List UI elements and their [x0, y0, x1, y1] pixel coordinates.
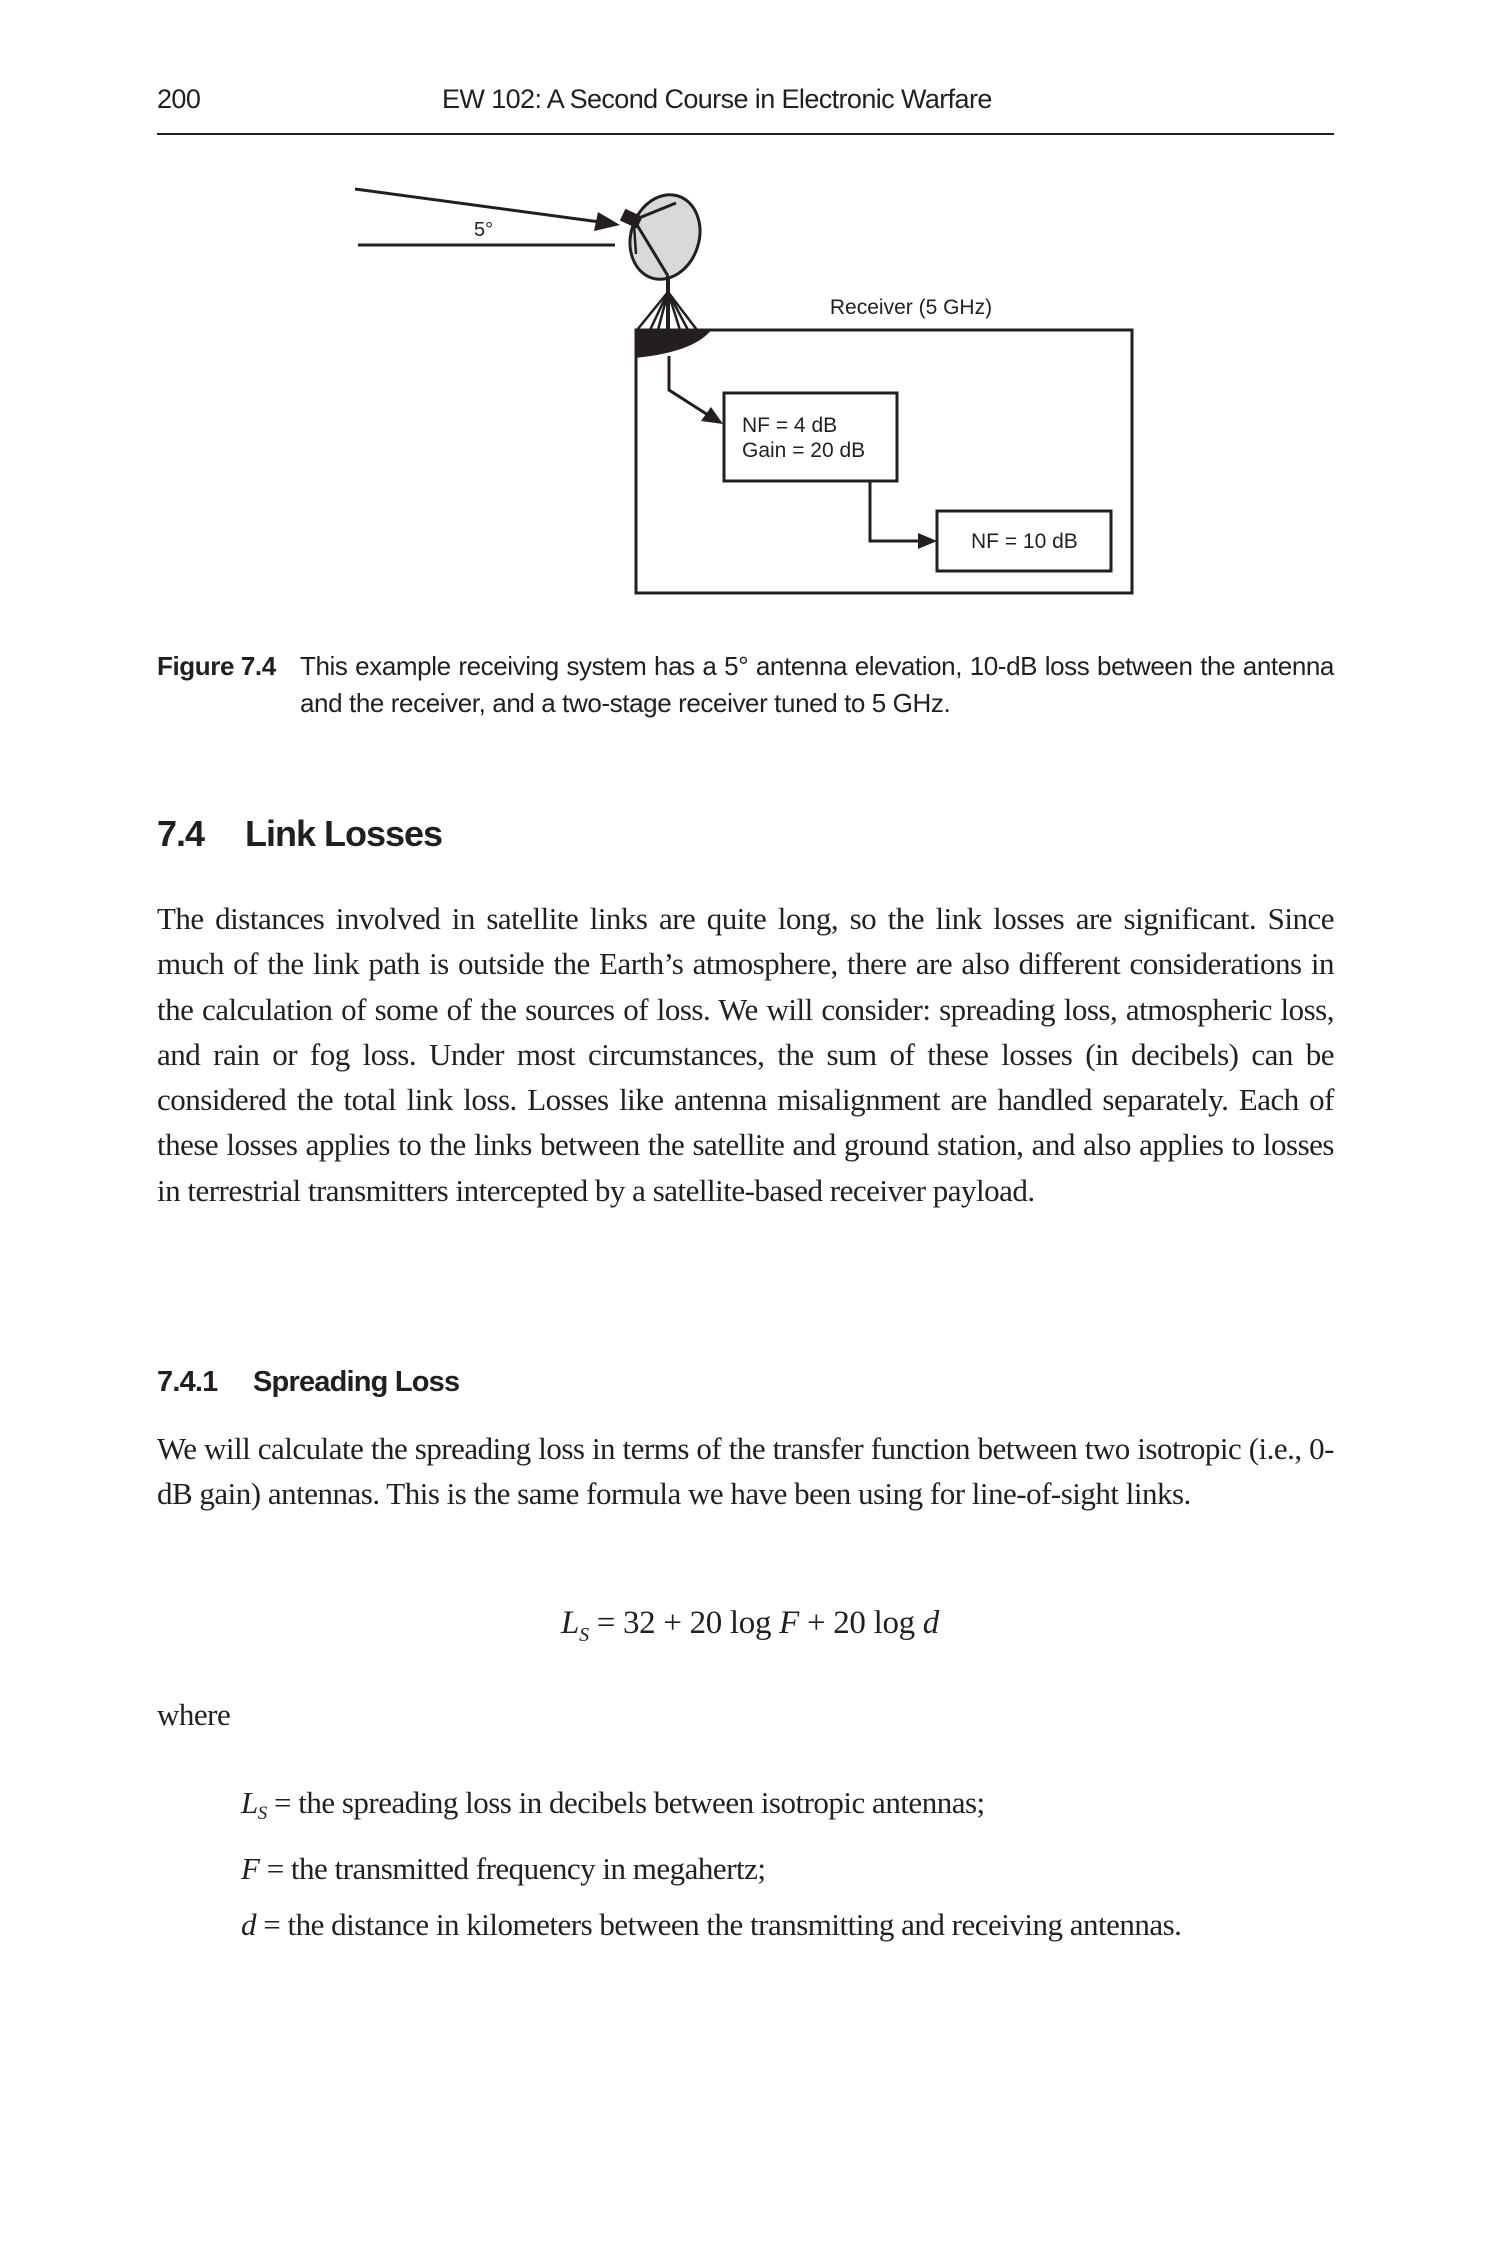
- definition-item: [241, 1902, 1334, 1947]
- elevation-angle-label: 5°: [474, 219, 494, 241]
- definition-variable: d: [241, 1906, 256, 1942]
- subsection-paragraph: We will calculate the spreading loss in terms of the transfer function between two isotropic (i.e., 0-dB gain) antennas. This is the same formula we have been using for line-of-sight links.: [157, 1431, 1334, 1512]
- section-number: 7.4: [157, 813, 205, 854]
- stage1-gain-label: Gain = 20 dB: [742, 439, 866, 462]
- figure-diagram: [0, 0, 1500, 620]
- definition-item: [241, 1780, 1334, 1836]
- stage2-nf-label: NF = 10 dB: [971, 530, 1078, 553]
- spreading-loss-equation: [0, 1605, 1500, 1647]
- subsection-number: 7.4.1: [157, 1366, 218, 1398]
- subsection-title: Spreading Loss: [253, 1366, 460, 1398]
- subsection-heading: [157, 1366, 459, 1399]
- section-paragraph: The distances involved in satellite links are quite long, so the link losses are significant. Since much of the link path is outside the Earth’s atmosphere, there are also different considerations in the calculation of some of the sources of loss. We will consider: spreading loss, atmospheric loss, and rain or fog loss. Under most circumstances, the sum of these losses (in decibels) can be considered the total link loss. Losses like antenna misalignment are handled separately. Each of these losses applies to the links between the satellite and ground station, and also applies to losses in terrestrial transmitters intercepted by a satellite-based receiver payload.: [157, 901, 1334, 1208]
- definition-item: [241, 1846, 1334, 1891]
- stage1-box: [724, 393, 897, 481]
- running-head-title: EW 102: A Second Course in Electronic Warfare: [442, 84, 992, 114]
- definition-subscript: S: [257, 1803, 267, 1824]
- equation-lhs-subscript: S: [579, 1624, 589, 1646]
- figure-caption: [157, 648, 1334, 722]
- equation-rhs-part2: + 20 log: [799, 1605, 923, 1641]
- figure-caption-text: This example receiving system has a 5° antenna elevation, 10-dB loss between the antenna and the receiver, and a two-stage receiver tuned to 5 GHz.: [300, 651, 1334, 718]
- definition-text: = the spreading loss in decibels between isotropic antennas;: [266, 1785, 985, 1820]
- where-label: where: [157, 1697, 231, 1732]
- antenna-to-stage1-arrow: [669, 356, 723, 424]
- equation-variable-f: F: [779, 1605, 800, 1641]
- definitions-list: [241, 1780, 1334, 1957]
- stage2-box: [937, 511, 1111, 571]
- section-title: Link Losses: [245, 813, 443, 854]
- receiver-label: Receiver (5 GHz): [829, 296, 993, 319]
- section-heading: [157, 813, 442, 855]
- definition-variable: F: [241, 1851, 260, 1887]
- equation-variable-d: d: [922, 1605, 939, 1641]
- dish-antenna-icon: [619, 186, 712, 358]
- definition-variable: L: [241, 1785, 258, 1820]
- equation-lhs-variable: L: [561, 1605, 580, 1641]
- stage1-nf-label: NF = 4 dB: [742, 414, 838, 437]
- figure-label: Figure 7.4: [157, 651, 276, 681]
- definition-text: = the transmitted frequency in megahertz;: [259, 1851, 766, 1887]
- definition-text: = the distance in kilometers between the transmitting and receiving antennas.: [256, 1906, 1182, 1942]
- page-number: 200: [157, 84, 201, 114]
- stage1-to-stage2-arrow: [870, 481, 937, 549]
- equation-rhs-part1: = 32 + 20 log: [588, 1605, 780, 1641]
